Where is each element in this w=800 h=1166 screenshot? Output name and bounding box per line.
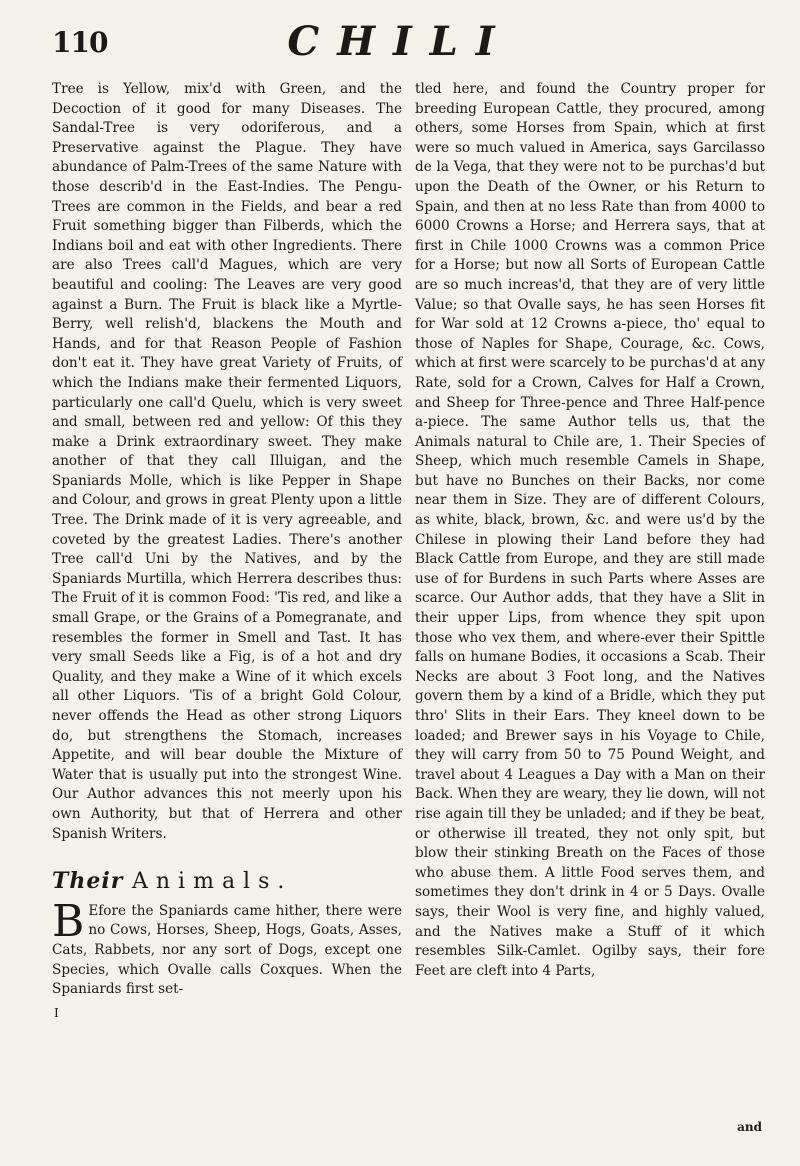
section-text: BEfore the Spaniards came hither, there were no Cows, Horses, Sheep, Hogs, Goats, Asses, Cats, Rabbets, nor any sort of Dogs, except one Species, which Ovalle calls Coxques. When the Spaniards first set- (52, 895, 402, 998)
running-head: CHILI (287, 18, 513, 65)
signature-mark: I (54, 1005, 59, 1020)
left-column (52, 80, 402, 1023)
left-column-text: Tree is Yellow, mix'd with Green, and the Decoction of it good for many Diseases. The Sandal-Tree is very odoriferous, and a Preservative against the Plague. They have abundance of Palm-Trees of the same Nature with those describ'd in the East-Indies. The Pengu-Trees are common in the Fields, and bear a red Fruit something bigger than Filberds, which the Indians boil and eat with other Ingredients. There are also Trees call'd Magues, which are very beautiful and cooling: The Leaves are very good against a Burn. The Fruit is black like a Myrtle-Berry, well relish'd, blackens the Mouth and Hands, and for that Reason People of Fashion don't eat it. They have great Variety of Fruits, of which the Indians make their fermented Liquors, particularly one call'd Quelu, which is very sweet and small, between red and yellow: Of this they make a Drink extraordinary sweet. They make another of that they call Illuigan, and the Spaniards Molle, which is like Pepper in Shape and Colour, and grows in great Plenty upon a little Tree. The Drink made of it is very agreeable, and coveted by the greatest Ladies. There's another Tree call'd Uni by the Natives, and by the Spaniards Murtilla, which Herrera describes thus: The Fruit of it is common Food: 'Tis red, and like a small Grape, or the Grains of a Pomegranate, and resembles the former in Smell and Tast. It has very small Seeds like a Fig, is of a hot and dry Quality, and they make a Wine of it which excels all other Liquors. 'Tis of a bright Gold Colour, never offends the Head as other strong Liquors do, but strengthens the Stomach, increases Appetite, and will bear double the Mixture of Water that is usually put into the strongest Wine. Our Author advances this not meerly upon his own Authority, but that of Herrera and other Spanish Writers. (52, 81, 402, 842)
right-column-text: tled here, and found the Country proper for breeding European Cattle, they procured, among others, some Horses from Spain, which at first were so much valued in America, says Garcilasso de la Vega, that they were not to be purchas'd but upon the Death of the Owner, or his Return to Spain, and then at no less Rate than from 4000 to 6000 Crowns a Horse; and Herrera says, that at first in Chile 1000 Crowns was a common Price for a Horse; but now all Sorts of European Cattle are so much increas'd, that they are of very little Value; so that Ovalle says, he has seen Horses fit for War sold at 12 Crowns a-piece, tho' equal to those of Naples for Shape, Courage, &c. Cows, which at first were scarcely to be purchas'd at any Rate, sold for a Crown, Calves for Half a Crown, and Sheep for Three-pence and Three Half-pence a-piece. The same Author tells us, that the Animals natural to Chile are, 1. Their Species of Sheep, which much resemble Camels in Shape, but have no Bunches on their Backs, nor come near them in Size. They are of different Colours, as white, black, brown, &c. and were us'd by the Chilese in plowing their Land before they had Black Cattle from Europe, and they are still made use of for Burdens in such Parts where Asses are scarce. Our Author adds, that they have a Slit in their upper Lips, from whence they spit upon those who vex them, and where-ever their Spittle falls on humane Bodies, it occasions a Scab. Their Necks are about 3 Foot long, and the Natives govern them by a kind of a Bridle, which they put thro' Slits in their Ears. They kneel down to be loaded; and Brewer says in his Voyage to Chile, they will carry from 50 to 75 Pound Weight, and travel about 4 Leagues a Day with a Man on their Back. When they are weary, they lie down, will not rise again till they be unladed; and if they be beat, or otherwise ill treated, they not only spit, but blow their stinking Breath on the Faces of those who abuse them. A little Food serves them, and sometimes they don't drink in 4 or 5 Days. Ovalle says, their Wool is very fine, and highly valued, and the Natives make a Stuff of it which resembles Silk-Camlet. Ogilby says, their fore Feet are cleft into 4 Parts, (415, 81, 765, 979)
page-header (40, 18, 760, 68)
section-heading-word: Their (52, 868, 124, 895)
catchword: and (737, 1120, 762, 1134)
right-column (415, 80, 765, 981)
page-number: 110 (52, 26, 108, 59)
section-heading (52, 868, 402, 895)
section-heading-caps: Animals. (131, 869, 293, 895)
